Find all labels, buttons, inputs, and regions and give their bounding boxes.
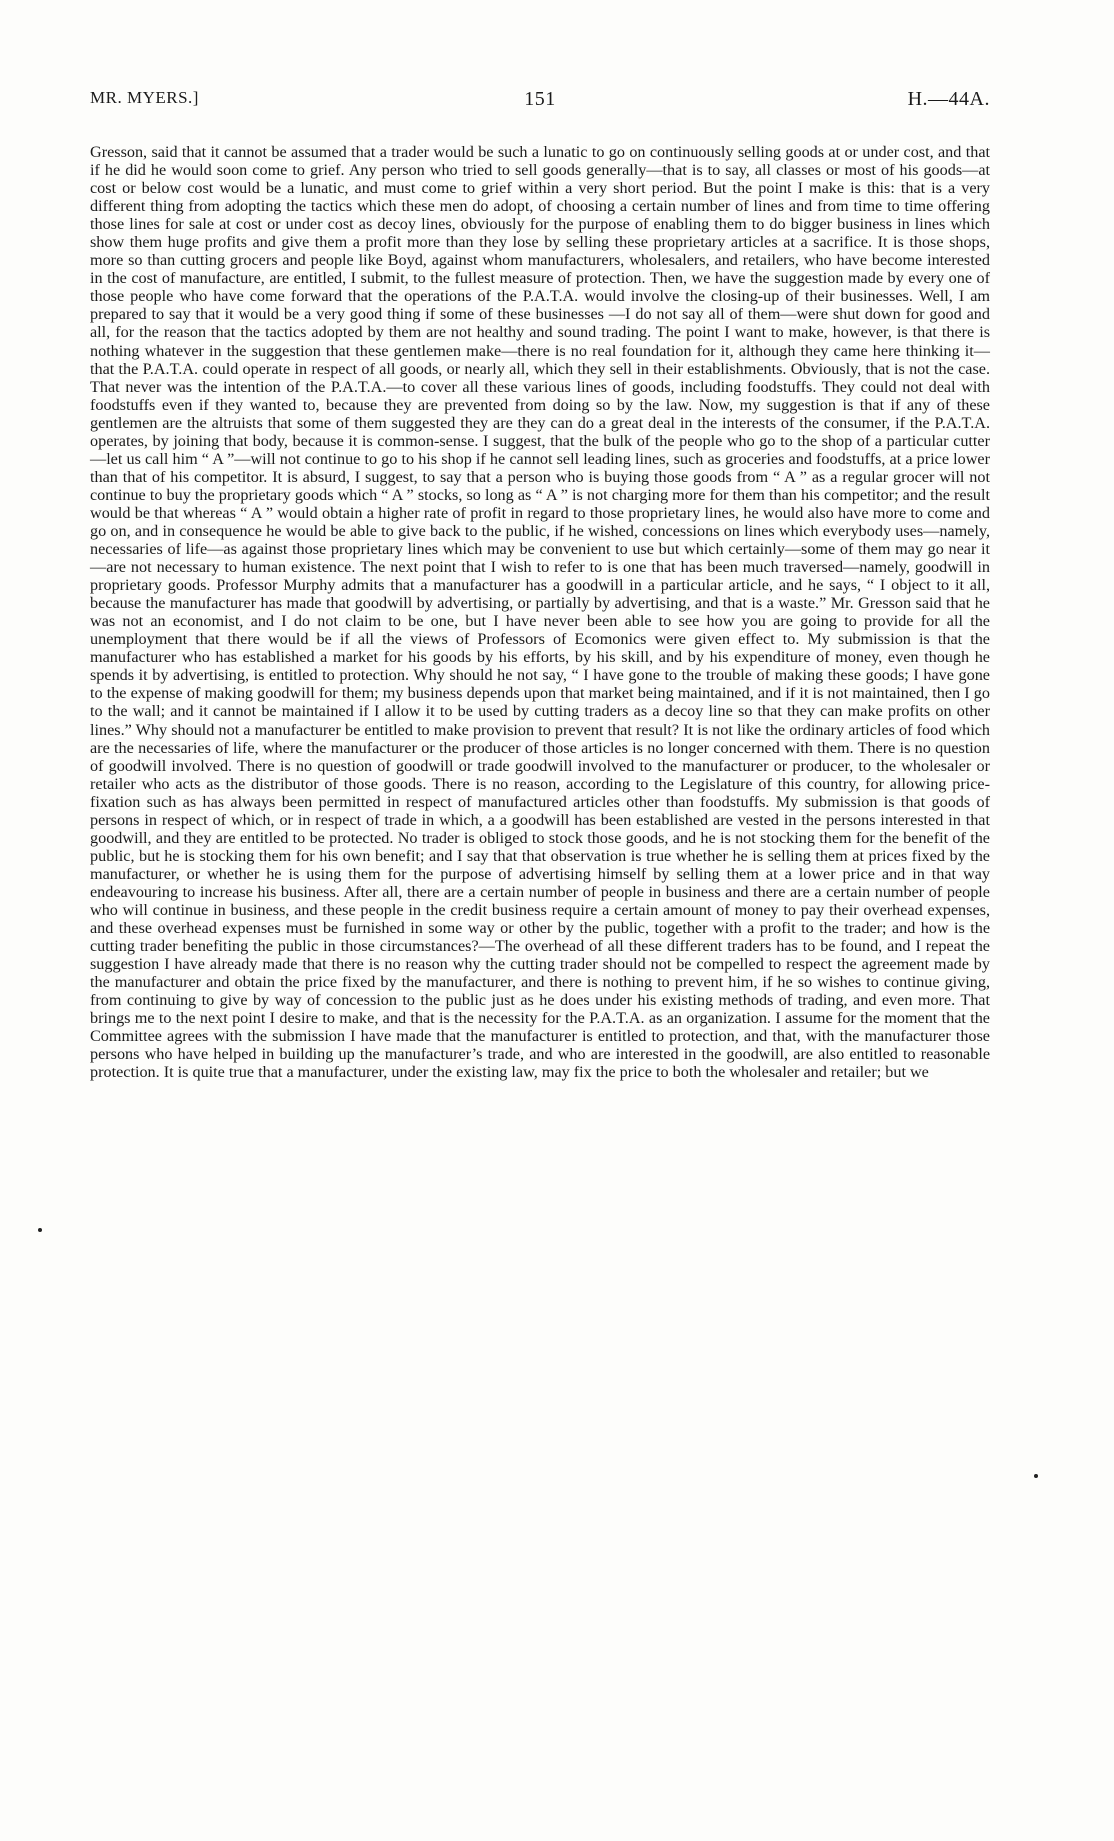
margin-dot-mark bbox=[1034, 1474, 1038, 1478]
body-text bbox=[90, 143, 990, 1081]
header-speaker: MR. MYERS.] bbox=[90, 88, 199, 107]
running-header bbox=[90, 88, 990, 118]
document-reference: H.—44A. bbox=[907, 88, 990, 110]
page-number: 151 bbox=[524, 88, 556, 110]
body-paragraph: Gresson, said that it cannot be assumed that a trader would be such a lunatic to go on continuously selling goods at or under cost, and that if he did he would soon come to grief. Any person who tried to sell goods generally—that is to say, all classes or most of his goods—at cost or below cost would be a lunatic, and must come to grief within a very short period. But the point I make is this: that is a very different thing from adopting the tactics which these men do adopt, of choosing a certain number of lines and from time to time offering those lines for sale at cost or under cost as decoy lines, obviously for the purpose of enabling them to do bigger business in lines which show them huge profits and give them a profit more than they lose by selling these proprietary articles at a sacrifice. It is those shops, more so than cutting grocers and people like Boyd, against whom manufacturers, wholesalers, and retailers, who have become interested in the cost of manufacture, are entitled, I submit, to the fullest measure of protection. Then, we have the suggestion made by every one of those people who have come forward that the operations of the P.A.T.A. would involve the closing-up of their businesses. Well, I am prepared to say that it would be a very good thing if some of these businesses —I do not say all of them—were shut down for good and all, for the reason that the tactics adopted by them are not healthy and sound trading. The point I want to make, however, is that there is nothing whatever in the suggestion that these gentlemen make—there is no real foundation for it, although they came here thinking it—that the P.A.T.A. could operate in respect of all goods, or nearly all, which they sell in their establishments. Obviously, that is not the case. That never was the intention of the P.A.T.A.—to cover all these various lines of goods, including foodstuffs. They could not deal with foodstuffs even if they wanted to, because they are prevented from doing so by the law. Now, my suggestion is that if any of these gentlemen are the altruists that some of them suggested they are they can do a great deal in the interests of the consumer, if the P.A.T.A. operates, by joining that body, because it is common-sense. I suggest, that the bulk of the people who go to the shop of a particular cutter—let us call him “ A ”—will not continue to go to his shop if he cannot sell leading lines, such as groceries and foodstuffs, at a price lower than that of his competitor. It is absurd, I suggest, to say that a person who is buying those goods from “ A ” as a regular grocer will not continue to buy the proprietary goods which “ A ” stocks, so long as “ A ” is not charging more for them than his competitor; and the result would be that whereas “ A ” would obtain a higher rate of profit in regard to those proprietary lines, he would also have more to come and go on, and in consequence he would be able to give back to the public, if he wished, concessions on lines which everybody uses—namely, necessaries of life—as against those proprietary lines which may be convenient to use but which certainly—some of them may go near it—are not necessary to human existence. The next point that I wish to refer to is one that has been much traversed—namely, goodwill in proprietary goods. Professor Murphy admits that a manufacturer has a goodwill in a particular article, and he says, “ I object to it all, because the manufacturer has made that goodwill by advertising, or partially by advertising, and that is a waste.” Mr. Gresson said that he was not an economist, and I do not claim to be one, but I have never been able to see how you are going to provide for all the unemployment that there would be if all the views of Professors of Ecomonics were given effect to. My submission is that the manufacturer who has established a market for his goods by his efforts, by his skill, and by his expenditure of money, even though he spends it by advertising, is entitled to protection. Why should he not say, “ I have gone to the trouble of making these goods; I have gone to the expense of making goodwill for them; my business depends upon that market being maintained, and if it is not maintained, then I go to the wall; and it cannot be maintained if I allow it to be used by cutting traders as a decoy line so that they can make profits on other lines.” Why should not a manufacturer be entitled to make provision to prevent that result? It is not like the ordinary articles of food which are the necessaries of life, where the manufacturer or the producer of those articles is no longer concerned with them. There is no question of goodwill involved. There is no question of goodwill or trade goodwill involved to the manufacturer or producer, to the wholesaler or retailer who acts as the distributor of those goods. There is no reason, according to the Legislature of this country, for allowing price-fixation such as has always been permitted in respect of manufactured articles other than foodstuffs. My submission is that goods of persons in respect of which, or in respect of trade in which, a a goodwill has been established are vested in the persons interested in that goodwill, and they are entitled to be protected. No trader is obliged to stock those goods, and he is not stocking them for the benefit of the public, but he is stocking them for his own benefit; and I say that that observation is true whether he is selling them at prices fixed by the manufacturer, or whether he is using them for the purpose of advertising himself by selling them at a lower price and in that way endeavouring to increase his business. After all, there are a certain number of people in business and there are a certain number of people who will continue in business, and these people in the credit business require a certain amount of money to pay their overhead expenses, and these overhead expenses must be furnished in some way or other by the public, together with a profit to the trader; and how is the cutting trader benefiting the public in those circumstances?—The overhead of all these different traders has to be found, and I repeat the suggestion I have already made that there is no reason why the cutting trader should not be compelled to respect the agreement made by the manufacturer and obtain the price fixed by the manufacturer, and there is nothing to prevent him, if he so wishes to continue giving, from continuing to give by way of concession to the public just as he does under his existing methods of trading, and even more. That brings me to the next point I desire to make, and that is the necessity for the P.A.T.A. as an organization. I assume for the moment that the Committee agrees with the submission I have made that the manufacturer is entitled to protection, and that, with the manufacturer those persons who have helped in building up the manufacturer’s trade, and who are interested in the goodwill, are also entitled to reasonable protection. It is quite true that a manufacturer, under the existing law, may fix the price to both the wholesaler and retailer; but we bbox=[90, 143, 990, 1082]
margin-dot-mark bbox=[38, 1228, 42, 1232]
